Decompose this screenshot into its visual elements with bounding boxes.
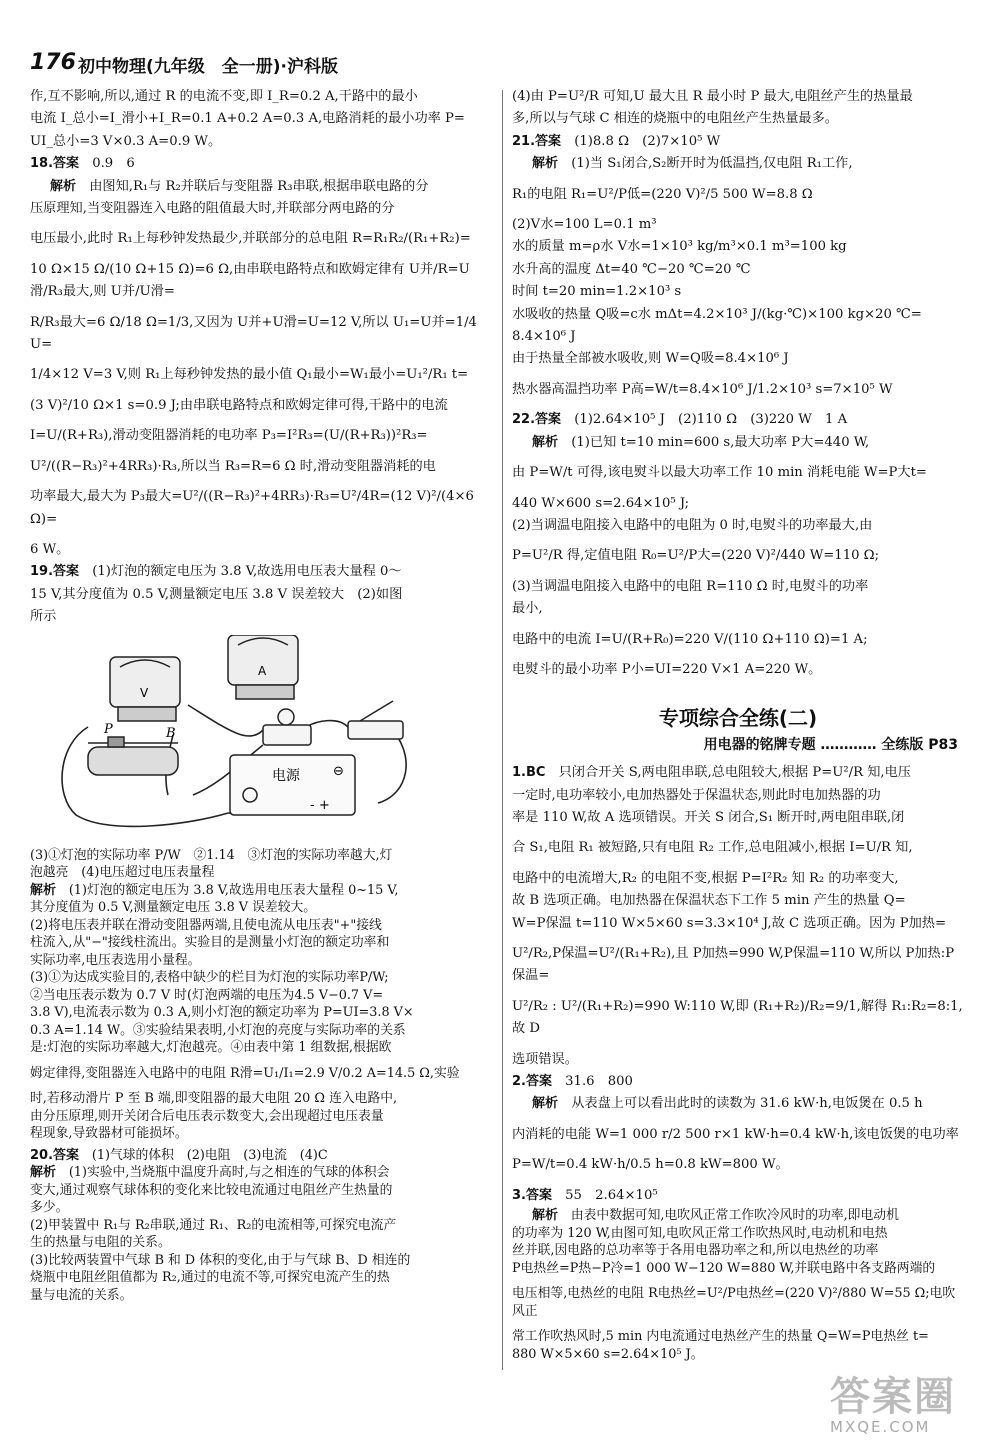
- text-line: 最小,: [512, 601, 543, 617]
- text-line: 功率最大,最大为 P₃最大=U²/((R−R₃)²+4RR₃)·R₃=U²/4R=(12 V)²/(4×6 Ω)=: [30, 489, 474, 527]
- explanation: [512, 432, 964, 454]
- explanation: [30, 176, 492, 198]
- text-line: 电路中的电流 I=U/(R+R₀)=220 V/(110 Ω+110 Ω)=1 A;: [512, 631, 868, 647]
- answer-text: (1)气球的体积 (2)电阻 (3)电流 (4)C: [91, 1147, 328, 1163]
- explanation-label: 解析: [532, 156, 559, 172]
- explanation-label: 解析: [30, 1165, 57, 1181]
- answer-text: 55 2.64×10⁵: [565, 1187, 658, 1203]
- explanation: [512, 1207, 964, 1225]
- text-line: 程现象,导致器材可能损坏。: [30, 1126, 188, 1142]
- section-subtitle: 用电器的铭牌专题 ………… 全练版 P83: [703, 736, 958, 753]
- text-line: (3)①灯泡的实际功率 P/W ②1.14 ③灯泡的实际功率越大,灯: [30, 847, 393, 863]
- text-line: 变大,通过观察气球体积的变化来比较电流通过电阻丝产生热量的: [30, 1182, 393, 1198]
- text-line: 由于热量全部被水吸收,则 W=Q吸=8.4×10⁶ J: [512, 351, 789, 367]
- text-line: P=W/t=0.4 kW·h/0.5 h=0.8 kW=800 W。: [512, 1157, 789, 1173]
- text-line: 作,互不影响,所以,通过 R 的电流不变,即 I_R=0.2 A,干路中的最小: [30, 89, 418, 104]
- text-line: 姆定律得,变阻器连入电路中的电阻 R滑=U₁/I₁=2.9 V/0.2 A=14.5 Ω,实验: [30, 1065, 460, 1081]
- right-column: [512, 86, 964, 1363]
- text-line: 水的质量 m=ρ水 V水=1×10³ kg/m³×0.1 m³=100 kg: [512, 239, 847, 255]
- question-21-answer: [512, 131, 964, 153]
- text-line: (3)①为达成实验目的,表格中缺少的栏目为灯泡的实际功率P/W;: [30, 970, 389, 986]
- text-line: 内消耗的电能 W=1 000 r/2 500 r×1 kW·h=0.4 kW·h,该电饭煲的电功率: [512, 1126, 959, 1142]
- text-line: (3)比较两装置中气球 B 和 D 体积的变化,由于与气球 B、D 相连的: [30, 1252, 411, 1268]
- text-line: U²/((R−R₃)²+4RR₃)·R₃,所以当 R₃=R=6 Ω 时,滑动变阻器消耗的电: [30, 458, 436, 474]
- text-line: (1)已知 t=10 min=600 s,最大功率 P大=440 W,: [571, 434, 870, 450]
- end-label-b: B: [166, 725, 176, 741]
- book-title: 初中物理(九年级 全一册)·沪科版: [78, 57, 338, 77]
- question-number: 22.答案: [512, 412, 562, 428]
- item-2: [512, 1071, 964, 1093]
- watermark-url: MXQE.COM: [830, 1418, 931, 1436]
- text-line: 量与电流的关系。: [30, 1287, 133, 1303]
- question-number: 3.答案: [512, 1187, 552, 1203]
- explanation: [30, 1164, 492, 1182]
- explanation-label: 解析: [532, 434, 559, 450]
- item-3: [512, 1185, 964, 1207]
- text-line: 10 Ω×15 Ω/(10 Ω+15 Ω)=6 Ω,由串联电路特点和欧姆定律有 U并/R=U滑/R₃最大,则 U并/U滑=: [30, 261, 470, 300]
- power-supply-label: 电源: [272, 767, 300, 784]
- text-line: 从表盘上可以看出此时的读数为 31.6 kW·h,电饭煲在 0.5 h: [571, 1096, 923, 1112]
- text-line: 8.4×10⁶ J: [512, 329, 576, 345]
- text-line: 电流 I_总小=I_滑小+I_R=0.1 A+0.2 A=0.3 A,电路消耗的最小功率 P=: [30, 111, 465, 127]
- question-number: 1.BC: [512, 765, 546, 781]
- text-line: ②当电压表示数为 0.7 V 时(灯泡两端的电压为4.5 V−0.7 V=: [30, 987, 384, 1003]
- answer-text: 0.9 6: [92, 156, 135, 172]
- text-line: 故 B 选项正确。电加热器在保温状态下工作 5 min 产生的热量 Q=: [512, 893, 906, 909]
- text-line: R₁的电阻 R₁=U²/P低=(220 V)²/5 500 W=8.8 Ω: [512, 186, 813, 202]
- text-line: (1)灯泡的额定电压为 3.8 V,故选用电压表大量程 0～: [92, 564, 402, 580]
- explanation-label: 解析: [532, 1096, 559, 1112]
- text-line: 6 W。: [30, 541, 70, 557]
- terminal-signs: - +: [310, 797, 330, 813]
- text-line: I=U/(R+R₃),滑动变阻器消耗的电功率 P₃=I²R₃=(U/(R+R₃))²R₃=: [30, 428, 428, 444]
- text-line: 多,所以与气球 C 相连的烧瓶中的电阻丝产生热量最多。: [512, 111, 838, 127]
- text-line: 一定时,电功率较小,电加热器处于保温状态,则此时电加热器的功: [512, 787, 881, 803]
- text-line: 常工作吹热风时,5 min 内电流通过电热丝产生的热量 Q=W=P电热丝 t=: [512, 1329, 929, 1345]
- rheostat: [88, 737, 178, 775]
- text-line: 由图知,R₁与 R₂并联后与变阻器 R₃串联,根据串联电路的分: [89, 178, 429, 194]
- text-line: U²/R₂ : U²/(R₁+R₂)=990 W:110 W,即 (R₁+R₂)/R₂=9/1,解得 R₁:R₂=8:1,故 D: [512, 998, 963, 1037]
- text-line: 440 W×600 s=2.64×10⁵ J;: [512, 495, 690, 511]
- text-line: 水升高的温度 Δt=40 ℃−20 ℃=20 ℃: [512, 261, 751, 277]
- text-line: (3)当调温电阻接入电路中的电阻 R=110 Ω 时,电熨斗的功率: [512, 578, 869, 594]
- text-line: 由表中数据可知,电吹风正常工作吹冷风时的功率,即电动机: [570, 1208, 899, 1224]
- left-column: [30, 86, 492, 1304]
- watermark: [830, 1375, 980, 1437]
- answer-text: 31.6 800: [565, 1074, 633, 1090]
- text-line: 880 W×5×60 s=2.64×10⁵ J。: [512, 1346, 704, 1362]
- text-line: (1)实验中,当烧瓶中温度升高时,与之相连的气球的体积会: [68, 1165, 390, 1181]
- text-line: 时,若移动滑片 P 至 B 端,即变阻器的最大电阻 20 Ω 连入电路中,: [30, 1091, 398, 1107]
- text-line: 电压相等,电热丝的电阻 R电热丝=U²/P电热丝=(220 V)²/880 W=55 Ω;电吹风正: [512, 1286, 956, 1319]
- column-divider: [502, 90, 503, 1370]
- answer-text: (1)8.8 Ω (2)7×10⁵ W: [574, 133, 721, 149]
- text-line: 的功率为 120 W,由图可知,电吹风正常工作吹热风时,电动机和电热: [512, 1225, 888, 1241]
- text-line: P电热丝=P热−P冷=1 000 W−120 W=880 W,并联电路中各支路两端的: [512, 1260, 936, 1276]
- explanation-label: 解析: [50, 178, 77, 194]
- text-line: 实际功率,电压表选用小量程。: [30, 952, 201, 968]
- text-line: 其分度值为 0.5 V,测量额定电压 3.8 V 误差较大。: [30, 900, 317, 916]
- text-line: (1)当 S₁闭合,S₂断开时为低温挡,仅电阻 R₁工作,: [571, 156, 853, 172]
- text-line: (2)将电压表并联在滑动变阻器两端,且使电流从电压表"+"接线: [30, 917, 382, 933]
- explanation: [30, 882, 492, 900]
- text-line: W=P保温 t=110 W×5×60 s=3.3×10⁴ J,故 C 选项正确。因为 P加热=: [512, 915, 947, 931]
- section-title: 专项综合全练(二): [658, 706, 818, 731]
- page-number: 176: [30, 50, 76, 75]
- lamp: [263, 709, 311, 745]
- question-number: 21.答案: [512, 133, 562, 149]
- text-line: 电压最小,此时 R₁上每秒钟发热最少,并联部分的总电阻 R=R₁R₂/(R₁+R₂)=: [30, 231, 471, 247]
- switch: [348, 701, 403, 739]
- text-line: 选项错误。: [512, 1051, 578, 1067]
- text-line: 1/4×12 V=3 V,则 R₁上每秒钟发热的最小值 Q₁最小=W₁最小=U₁²/R₁ t=: [30, 367, 469, 383]
- slider-label-p: P: [104, 721, 113, 737]
- explanation-label: 解析: [532, 1208, 559, 1224]
- question-number: 2.答案: [512, 1074, 552, 1090]
- explanation-label: 解析: [30, 882, 57, 898]
- text-line: (2)甲装置中 R₁与 R₂串联,通过 R₁、R₂的电流相等,可探究电流产: [30, 1217, 397, 1233]
- text-line: 烧瓶中电阻丝阻值都为 R₂,通过的电流不等,可探究电流产生的热: [30, 1270, 390, 1286]
- text-line: 丝并联,因电路的总功率等于各用电器功率之和,所以电热丝的功率: [512, 1243, 879, 1259]
- answer-text: (1)2.64×10⁵ J (2)110 Ω (3)220 W 1 A: [574, 412, 848, 428]
- explanation: [512, 153, 964, 175]
- explanation: [512, 1093, 964, 1115]
- power-symbol: ⊖: [333, 763, 344, 779]
- text-line: 15 V,其分度值为 0.5 V,测量额定电压 3.8 V 误差较大 (2)如图: [30, 586, 403, 602]
- text-line: 电路中的电流增大,R₂ 的电阻不变,根据 P=I²R₂ 知 R₂ 的功率变大,: [512, 870, 899, 886]
- text-line: UI_总小=3 V×0.3 A=0.9 W。: [30, 133, 222, 149]
- item-1: [512, 762, 964, 784]
- text-line: 所示: [30, 609, 57, 625]
- text-line: P=U²/R 得,定值电阻 R₀=U²/P大=(220 V)²/440 W=110 Ω;: [512, 548, 880, 564]
- circuit-diagram: [48, 635, 438, 835]
- text-line: 电熨斗的最小功率 P小=UI=220 V×1 A=220 W。: [512, 661, 822, 677]
- text-line: U²/R₂,P保温=U²/(R₁+R₂),且 P加热=990 W,P保温=110 W,所以 P加热:P保温=: [512, 946, 955, 984]
- text-line: 压原理知,当变阻器连入电路的阻值最大时,并联部分两电路的分: [30, 201, 395, 217]
- text-line: R/R₃最大=6 Ω/18 Ω=1/3,又因为 U并+U滑=U=12 V,所以 U₁=U并=1/4 U=: [30, 314, 477, 353]
- voltmeter-label: V: [140, 685, 149, 700]
- question-22-answer: [512, 409, 964, 431]
- text-line: 柱流入,从"−"接线柱流出。实验目的是测量小灯泡的额定功率和: [30, 935, 390, 951]
- text-line: 合 S₁,电阻 R₁ 被短路,只有电阻 R₂ 工作,总电阻减小,根据 I=U/R 知,: [512, 840, 913, 856]
- text-line: 是:灯泡的实际功率越大,灯泡越亮。④由表中第 1 组数据,根据欧: [30, 1040, 392, 1056]
- text-line: 由 P=W/t 可得,该电熨斗以最大功率工作 10 min 消耗电能 W=P大t=: [512, 465, 927, 481]
- text-line: 率是 110 W,故 A 选项错误。开关 S 闭合,S₁ 断开时,两电阻串联,闭: [512, 809, 905, 825]
- question-20-answer: [30, 1147, 492, 1165]
- question-number: 18.答案: [30, 156, 80, 172]
- text-line: 水吸收的热量 Q吸=c水 mΔt=4.2×10³ J/(kg·℃)×100 kg×20 ℃=: [512, 306, 922, 322]
- text-line: 0.3 A=1.14 W。③实验结果表明,小灯泡的亮度与实际功率的关系: [30, 1022, 406, 1038]
- text-line: 热水器高温挡功率 P高=W/t=8.4×10⁶ J/1.2×10³ s=7×10⁵ W: [512, 381, 893, 397]
- text-line: 由分压原理,则开关闭合后电压表示数变大,会出现超过电压表量: [30, 1108, 384, 1124]
- text-line: 3.8 V),电流表示数为 0.3 A,则小灯泡的额定功率为 P=UI=3.8 V×: [30, 1005, 414, 1021]
- text-line: 时间 t=20 min=1.2×10³ s: [512, 284, 682, 300]
- text-line: 多少。: [30, 1200, 69, 1216]
- text-line: 泡越亮 (4)电压超过电压表量程: [30, 865, 215, 881]
- text-line: 生的热量与电阻的关系。: [30, 1235, 171, 1251]
- text-line: (2)当调温电阻接入电路中的电阻为 0 时,电熨斗的功率最大,由: [512, 517, 873, 533]
- text-line: (4)由 P=U²/R 可知,U 最大且 R 最小时 P 最大,电阻丝产生的热量最: [512, 89, 913, 104]
- text-line: (2)V水=100 L=0.1 m³: [512, 217, 657, 233]
- question-18-answer: [30, 153, 492, 175]
- question-19-answer: [30, 561, 492, 583]
- text-line: 只闭合开关 S,两电阻串联,总电阻较大,根据 P=U²/R 知,电压: [558, 765, 911, 781]
- watermark-logo: 答案圈: [830, 1374, 956, 1420]
- ammeter-label: A: [258, 663, 267, 678]
- text-line: (3 V)²/10 Ω×1 s=0.9 J;由串联电路特点和欧姆定律可得,干路中的电流: [30, 397, 448, 413]
- question-number: 20.答案: [30, 1147, 80, 1163]
- question-number: 19.答案: [30, 564, 80, 580]
- text-line: (1)灯泡的额定电压为 3.8 V,故选用电压表大量程 0~15 V,: [68, 882, 399, 898]
